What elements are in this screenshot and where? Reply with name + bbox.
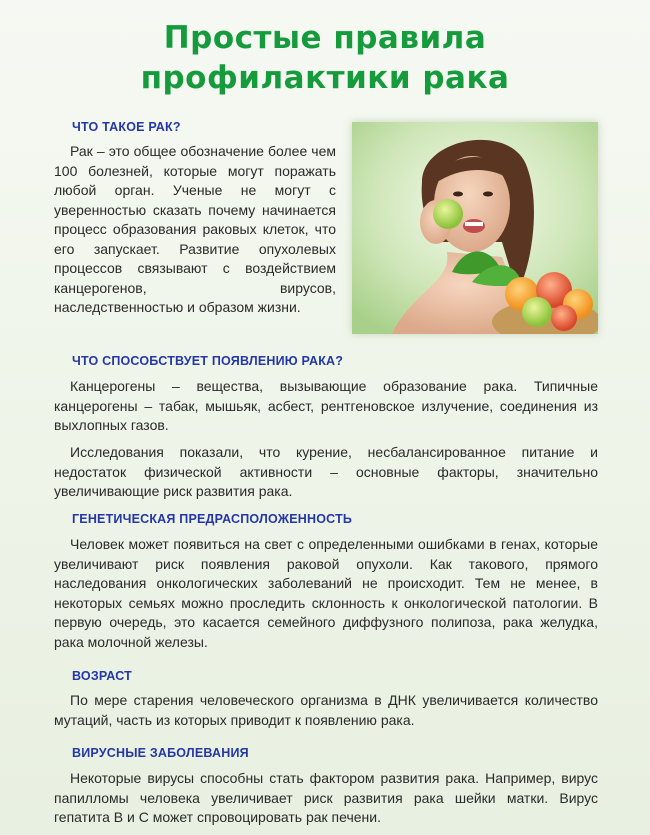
section-heading-genetic: ГЕНЕТИЧЕСКАЯ ПРЕДРАСПОЛОЖЕННОСТЬ <box>72 512 353 526</box>
section-heading-causes: ЧТО СПОСОБСТВУЕТ ПОЯВЛЕНИЮ РАКА? <box>72 354 344 368</box>
title-line-2: профилактики рака <box>140 60 510 96</box>
section-paragraph-what-is-cancer: Рак – это общее обозначение более чем 100 болезней, которые могут поражать любой орган. Ученые не могут с уверенностью сказать почему начинается процесс образования раковых клеток, что его запускает. Развитие опухолевых процессов связывают с воздействием канцерогенов, вирусов, наследственностью и образом жизни. <box>54 143 336 315</box>
section-paragraph-causes-1: Канцерогены – вещества, вызывающие образование рака. Типичные канцерогены – табак, мышьяк, асбест, рентгеновское излучение, соединения из выхлопных газов. <box>54 378 598 433</box>
section-paragraph-age: По мере старения человеческого организма в ДНК увеличивается количество мутаций, часть из которых приводит к появлению рака. <box>54 692 598 728</box>
section-paragraph-viral: Некоторые вирусы способны стать фактором развития рака. Например, вирус папилломы человека увеличивает риск развития рака шейки матки. Вирус гепатита B и C может спровоцировать рак печени. <box>54 770 598 825</box>
section-paragraph-genetic: Человек может появиться на свет с определенными ошибками в генах, которые увеличивают риск появления раковой опухоли. Как такового, прямого наследования онкологических заболеваний не происходит. Тем не менее, в некоторых семьях можно проследить склонность к онкологической патологии. В первую очередь, это касается семейного диффузного полипоза, рака желудка, рака молочной железы. <box>54 536 598 650</box>
title-line-1: Простые правила <box>163 20 487 56</box>
section-heading-what-is-cancer: ЧТО ТАКОЕ РАК? <box>72 120 181 134</box>
section-paragraph-causes-2: Исследования показали, что курение, несбалансированное питание и недостаток физической активности – основные факторы, значительно увеличивающие риск развития рака. <box>54 444 598 499</box>
page-title <box>0 18 650 98</box>
photo-illustration <box>352 122 598 334</box>
section-heading-viral: ВИРУСНЫЕ ЗАБОЛЕВАНИЯ <box>72 746 249 760</box>
woman-eating-apple-photo <box>352 122 598 334</box>
section-heading-age: ВОЗРАСТ <box>72 669 132 683</box>
